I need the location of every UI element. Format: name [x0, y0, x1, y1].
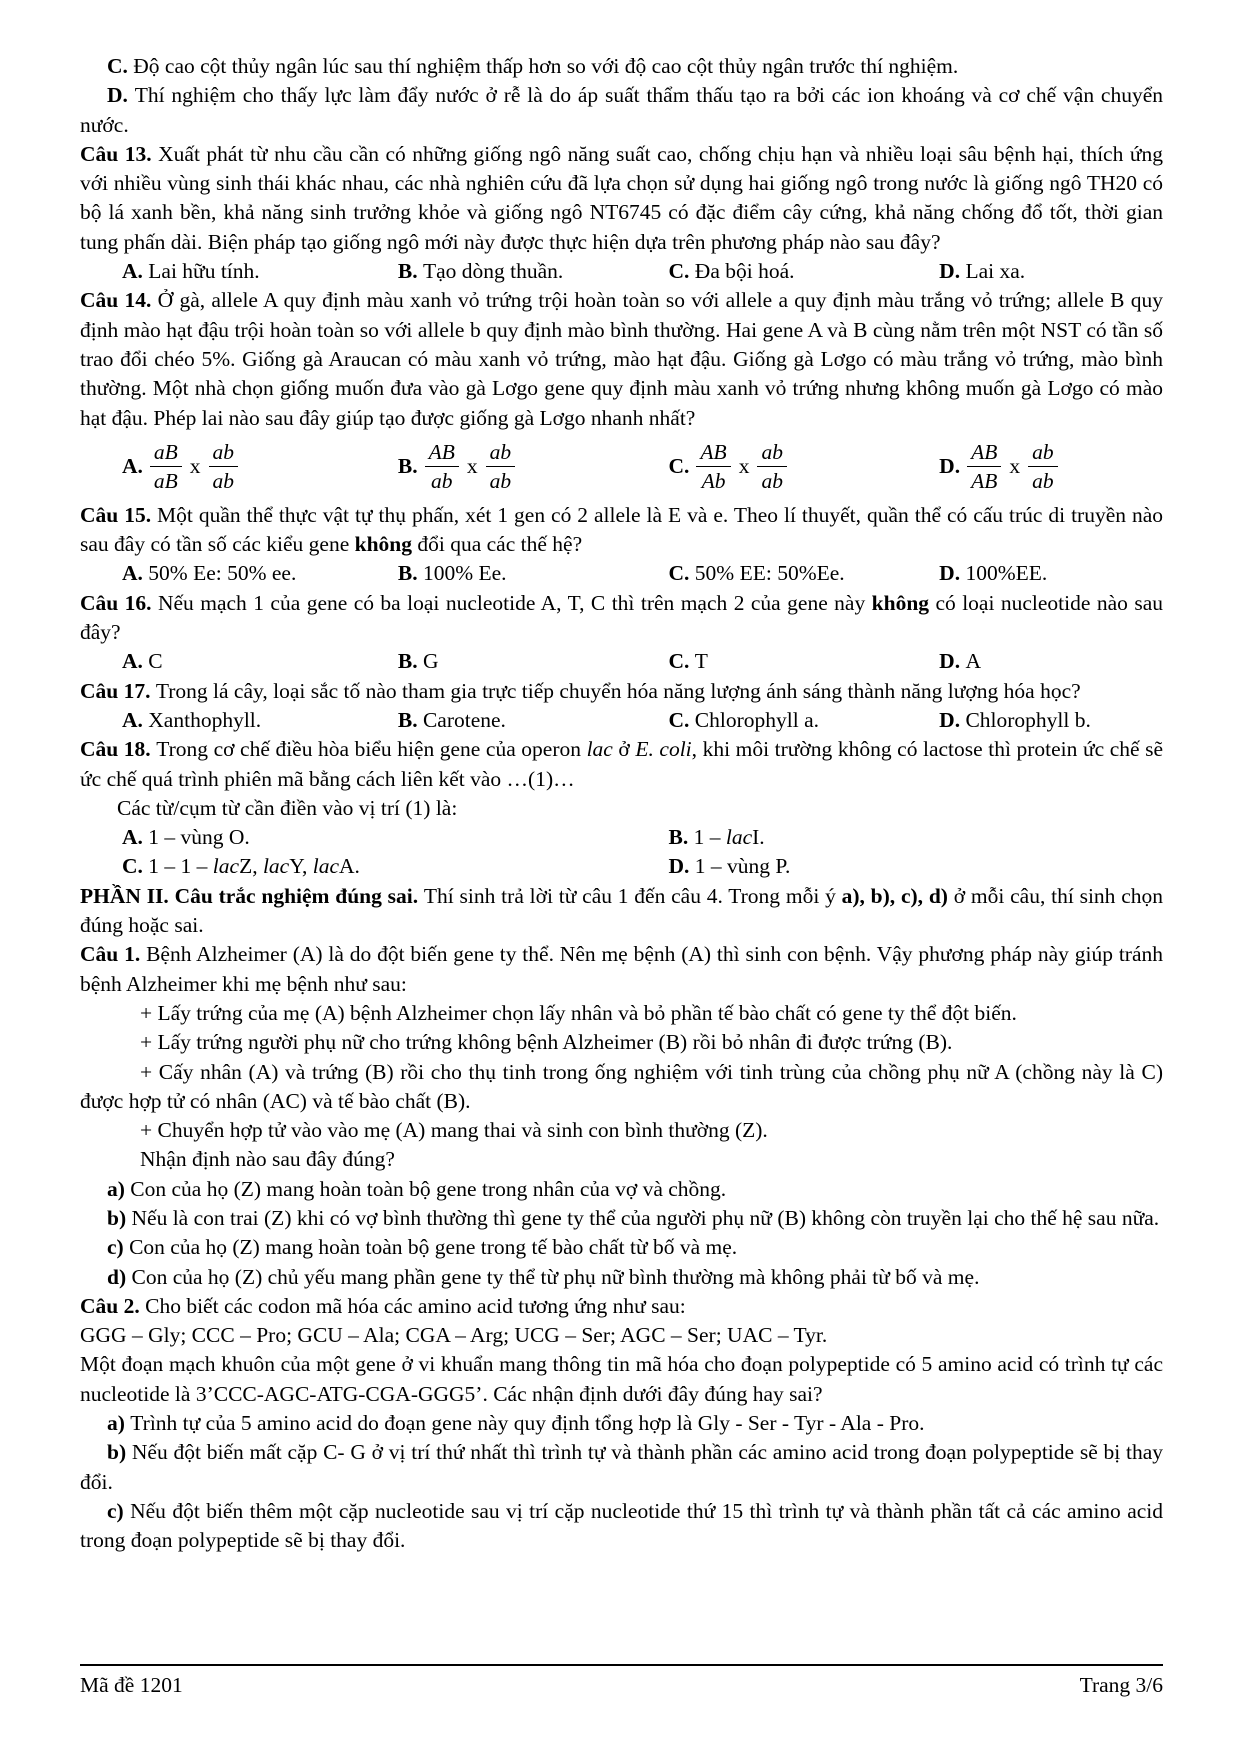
answer-option	[939, 647, 1163, 676]
answer-option	[939, 257, 1163, 286]
text-segment: D.	[939, 649, 966, 674]
fraction-numerator: ab	[757, 440, 787, 467]
text-segment: B.	[668, 825, 694, 850]
answer-option	[939, 559, 1163, 588]
answer-option	[398, 647, 669, 676]
answer-option-cross	[669, 440, 940, 493]
text-segment: Xuất phát từ nhu cầu cần có những giống ngô năng suất cao, chống chịu hạn và nhiều loại sâu bệnh hại, thích ứng với nhiều vùng sinh thái khác nhau, các nhà nghiên cứu đã lựa chọn sử dụng hai giống ngô trong nước là giống ngô TH20 có bộ lá xanh bền, khả năng sinh trưởng khỏe và giống ngô NT6745 có đặc điểm cây cứng, khả năng chống đổ tốt, thời gian tung phấn dài. Biện pháp tạo giống ngô mới này được thực hiện dựa trên phương pháp nào sau đây?	[80, 141, 1164, 254]
genotype-fraction	[150, 440, 182, 493]
answer-option	[122, 823, 669, 852]
text-segment: D.	[668, 854, 695, 879]
answer-option	[122, 257, 398, 286]
option-letter: A.	[122, 454, 143, 479]
text-segment: lac	[586, 737, 613, 762]
text-segment: lac	[312, 854, 340, 879]
text-segment: 1 –	[693, 825, 726, 850]
multiplication-sign: x	[189, 454, 201, 479]
text-segment: Nhận định nào sau đây đúng?	[140, 1147, 395, 1172]
text-segment: Câu 16.	[80, 590, 158, 615]
text-segment: c)	[107, 1235, 130, 1260]
q2-item-c	[80, 1497, 1163, 1556]
text-segment: D.	[939, 259, 966, 284]
page-footer	[80, 1664, 1163, 1700]
text-segment: A	[965, 649, 981, 674]
question-18-stem	[80, 735, 1163, 794]
text-segment: a)	[107, 1411, 131, 1436]
text-segment: Bệnh Alzheimer (A) là do đột biến gene ty thể. Nên mẹ bệnh (A) thì sinh con bệnh. Vậy phương pháp này giúp tránh bệnh Alzheimer khi mẹ bệnh như sau:	[80, 942, 1163, 996]
text-segment: Câu 2.	[80, 1293, 146, 1318]
answer-option	[122, 559, 398, 588]
text-segment: B.	[397, 649, 423, 674]
text-segment: Câu 18.	[80, 737, 157, 762]
text-segment: C.	[122, 854, 149, 879]
question-14-fraction-options	[80, 433, 1163, 501]
text-segment: không	[871, 590, 930, 615]
question-16-stem	[80, 589, 1163, 648]
option-letter: B.	[397, 454, 418, 479]
genotype-fraction	[967, 440, 1001, 493]
text-segment: A.	[122, 649, 149, 674]
text-segment: Câu 15.	[80, 502, 158, 527]
page-number: Trang 3/6	[1079, 1673, 1163, 1697]
question-18-options-row-2	[80, 852, 1163, 881]
fraction-numerator: aB	[150, 440, 182, 467]
text-segment: D.	[107, 83, 135, 108]
text-segment: ở	[612, 737, 636, 762]
text-segment: Lai xa.	[965, 259, 1026, 284]
text-segment: Cho biết các codon mã hóa các amino acid tương ứng như sau:	[145, 1293, 686, 1318]
fraction-denominator: ab	[761, 469, 783, 494]
text-segment: Nếu là con trai (Z) khi có vợ bình thường thì gene ty thể của người phụ nữ (B) không còn truyền lại cho thế hệ sau nữa.	[131, 1205, 1160, 1230]
text-segment: Nếu mạch 1 của gene có ba loại nucleotide A, T, C thì trên mạch 2 của gene này	[157, 590, 872, 615]
answer-option	[398, 559, 669, 588]
text-segment: , khi môi trường không có lactose thì protein ức chế sẽ ức chế quá trình phiên mã bằng cách liên kết vào …(1)…	[80, 737, 1164, 791]
fraction-denominator: Ab	[701, 469, 726, 494]
part-2-header	[80, 882, 1163, 941]
text-segment: 100%EE.	[965, 561, 1048, 586]
fraction-denominator: ab	[430, 469, 453, 494]
text-segment: Một quần thể thực vật tự thụ phấn, xét 1 gen có 2 allele là E và e. Theo lí thuyết, quần thể có cấu trúc di truyền nào sau đây có tần số các kiểu gene	[80, 502, 1164, 557]
text-segment: d)	[107, 1264, 132, 1289]
question-13-stem	[80, 140, 1163, 257]
text-segment: + Cấy nhân (A) và trứng (B) rồi cho thụ tinh trong ống nghiệm với tinh trùng của chồng phụ nữ A (chồng này là C) được hợp tử có nhân (AC) và tế bào chất (B).	[80, 1059, 1163, 1113]
question-17-stem	[80, 677, 1163, 706]
text-segment: T	[694, 649, 708, 674]
question-15-options	[80, 559, 1163, 588]
exam-content	[80, 52, 1163, 1556]
text-segment: A.	[339, 854, 360, 879]
multiplication-sign: x	[738, 454, 750, 479]
text-segment: không	[354, 532, 412, 557]
answer-option-c-q12	[80, 52, 1163, 81]
text-segment: Con của họ (Z) mang hoàn toàn bộ gene trong tế bào chất từ bố và mẹ.	[129, 1235, 738, 1260]
fraction-denominator: ab	[489, 469, 512, 494]
text-segment: Lai hữu tính.	[148, 259, 260, 284]
text-segment: A.	[122, 707, 149, 732]
q1-step-3	[80, 1058, 1163, 1117]
multiplication-sign: x	[466, 454, 478, 479]
text-segment: I.	[752, 825, 765, 850]
text-segment: C.	[668, 561, 695, 586]
fraction-denominator: ab	[212, 469, 235, 494]
text-segment: c)	[107, 1498, 131, 1523]
answer-option-cross	[122, 440, 398, 493]
q1-step-4	[80, 1116, 1163, 1145]
text-segment: A.	[122, 259, 149, 284]
question-18-fill-prompt	[80, 794, 1163, 823]
text-segment: Z,	[239, 854, 263, 879]
exam-code: Mã đề 1201	[80, 1673, 183, 1697]
genotype-fraction	[486, 440, 516, 493]
text-segment: B.	[397, 259, 423, 284]
genotype-fraction	[696, 440, 730, 493]
q1-item-b	[80, 1204, 1163, 1233]
question-14-stem	[80, 286, 1163, 432]
q2-body	[80, 1350, 1163, 1409]
text-segment: D.	[939, 561, 966, 586]
text-segment: lac	[725, 825, 753, 850]
text-segment: Chlorophyll b.	[965, 707, 1091, 732]
answer-option	[398, 706, 669, 735]
text-segment: E. coli	[635, 737, 692, 762]
text-segment: Câu 17.	[80, 678, 156, 703]
fraction-numerator: AB	[696, 440, 730, 467]
text-segment: A.	[122, 561, 149, 586]
q1-item-c	[80, 1233, 1163, 1262]
fraction-numerator: ab	[486, 440, 516, 467]
fraction-denominator: AB	[971, 469, 998, 494]
text-segment: 1 – 1 –	[148, 854, 213, 879]
answer-option-cross	[939, 440, 1163, 493]
question-16-options	[80, 647, 1163, 676]
text-segment: Các từ/cụm từ cần điền vào vị trí (1) là:	[117, 795, 458, 820]
answer-option	[122, 647, 398, 676]
text-segment: Câu 13.	[80, 141, 159, 166]
text-segment: Câu 14.	[80, 288, 158, 313]
text-segment: Trong cơ chế điều hòa biểu hiện gene của operon	[156, 737, 587, 762]
text-segment: GGG – Gly; CCC – Pro; GCU – Ala; CGA – Arg; UCG – Ser; AGC – Ser; UAC – Tyr.	[80, 1323, 828, 1348]
answer-option	[669, 852, 1163, 881]
q1-item-a	[80, 1175, 1163, 1204]
question-13-options	[80, 257, 1163, 286]
text-segment: B.	[397, 561, 423, 586]
part2-question-2-stem	[80, 1292, 1163, 1321]
text-segment: A.	[122, 825, 149, 850]
answer-option	[669, 823, 1163, 852]
option-letter: C.	[668, 454, 690, 479]
text-segment: Nếu đột biến thêm một cặp nucleotide sau vị trí cặp nucleotide thứ 15 thì trình tự và thành phần tất cả các amino acid trong đoạn polypeptide sẽ bị thay đổi.	[80, 1498, 1164, 1553]
text-segment: a), b), c), d)	[841, 883, 948, 908]
genotype-fraction	[1028, 440, 1058, 493]
text-segment: Nếu đột biến mất cặp C- G ở vị trí thứ nhất thì trình tự và thành phần các amino acid trong đoạn polypeptide sẽ bị thay đổi.	[80, 1440, 1163, 1494]
text-segment: Thí sinh trả lời từ câu 1 đến câu 4. Trong mỗi ý	[423, 883, 842, 908]
text-segment: Y,	[289, 854, 313, 879]
text-segment: B.	[397, 707, 423, 732]
multiplication-sign: x	[1009, 454, 1021, 479]
text-segment: Một đoạn mạch khuôn của một gene ở vi khuẩn mang thông tin mã hóa cho đoạn polypeptide có 5 amino acid có trình tự các nucleotide là 3’CCC-AGC-ATG-CGA-GGG5’. Các nhận định dưới đây đúng hay sai?	[80, 1352, 1163, 1406]
text-segment: 1 – vùng O.	[148, 825, 250, 850]
text-segment: Độ cao cột thủy ngân lúc sau thí nghiệm thấp hơn so với độ cao cột thủy ngân trước thí nghiệm.	[133, 54, 959, 78]
fraction-denominator: aB	[153, 469, 178, 494]
option-letter: D.	[939, 454, 961, 479]
answer-option-d-q12	[80, 81, 1163, 140]
text-segment: Trong lá cây, loại sắc tố nào tham gia trực tiếp chuyển hóa năng lượng ánh sáng thành năng lượng hóa học?	[155, 678, 1081, 703]
part2-question-1-stem	[80, 940, 1163, 999]
fraction-numerator: AB	[425, 440, 459, 467]
text-segment: + Lấy trứng của mẹ (A) bệnh Alzheimer chọn lấy nhân và bỏ phần tế bào chất có gene ty thể đột biến.	[140, 1000, 1017, 1025]
text-segment: + Chuyển hợp tử vào vào mẹ (A) mang thai và sinh con bình thường (Z).	[140, 1118, 768, 1143]
q2-item-a	[80, 1409, 1163, 1438]
text-segment: b)	[107, 1205, 132, 1230]
text-segment: 50% EE: 50%Ee.	[694, 561, 845, 586]
genotype-fraction	[757, 440, 787, 493]
text-segment: có loại nucleotide nào sau đây?	[80, 590, 1163, 645]
genotype-fraction	[209, 440, 239, 493]
fraction-numerator: ab	[1028, 440, 1058, 467]
answer-option	[669, 559, 940, 588]
text-segment: C.	[668, 649, 695, 674]
text-segment: D.	[939, 707, 966, 732]
text-segment: C.	[107, 54, 134, 78]
text-segment: C.	[668, 259, 695, 284]
text-segment: lac	[212, 854, 240, 879]
q1-step-2	[80, 1028, 1163, 1057]
text-segment: 100% Ee.	[422, 561, 507, 586]
text-segment: đổi qua các thế hệ?	[411, 532, 583, 557]
fraction-numerator: AB	[967, 440, 1001, 467]
text-segment: Thí nghiệm cho thấy lực làm đẩy nước ở rễ là do áp suất thẩm thấu tạo ra bởi các ion khoáng và cơ chế vận chuyển nước.	[80, 83, 1163, 137]
question-18-options-row-1	[80, 823, 1163, 852]
question-17-options	[80, 706, 1163, 735]
text-segment: Xanthophyll.	[148, 707, 262, 732]
q2-item-b	[80, 1438, 1163, 1497]
text-segment: G	[422, 649, 439, 674]
answer-option	[669, 257, 940, 286]
text-segment: Con của họ (Z) chủ yếu mang phần gene ty thể từ phụ nữ bình thường mà không phải từ bố và mẹ.	[131, 1264, 980, 1289]
text-segment: Chlorophyll a.	[694, 707, 820, 732]
q1-step-1	[80, 999, 1163, 1028]
text-segment: Ở gà, allele A quy định màu xanh vỏ trứng trội hoàn toàn so với allele a quy định màu trắng vỏ trứng; allele B quy định mào hạt đậu trội hoàn toàn so với allele b quy định mào bình thường. Hai gene A và B cùng nằm trên một NST có tần số trao đổi chéo 5%. Giống gà Araucan có màu xanh vỏ trứng, mào hạt đậu. Giống gà Lơgo có màu trắng vỏ trứng, mào bình thường. Một nhà chọn giống muốn đưa vào gà Lơgo gene quy định màu xanh vỏ trứng nhưng không muốn gà Lơgo có mào hạt đậu. Phép lai nào sau đây giúp tạo được giống gà Lơgo nhanh nhất?	[80, 288, 1164, 430]
answer-option-cross	[398, 440, 669, 493]
text-segment: Tạo dòng thuần.	[422, 259, 564, 284]
answer-option	[122, 706, 398, 735]
text-segment: Carotene.	[422, 707, 506, 732]
text-segment: 50% Ee: 50% ee.	[148, 561, 297, 586]
q1-prompt	[80, 1145, 1163, 1174]
answer-option	[398, 257, 669, 286]
fraction-numerator: ab	[209, 440, 239, 467]
q2-codon-line	[80, 1321, 1163, 1350]
text-segment: C	[148, 649, 163, 674]
text-segment: C.	[668, 707, 695, 732]
text-segment: Con của họ (Z) mang hoàn toàn bộ gene trong nhân của vợ và chồng.	[130, 1176, 727, 1201]
text-segment: Trình tự của 5 amino acid do đoạn gene này quy định tổng hợp là Gly - Ser - Tyr - Ala - Pro.	[130, 1411, 925, 1436]
text-segment: Câu 1.	[80, 942, 147, 967]
text-segment: PHẦN II. Câu trắc nghiệm đúng sai.	[80, 883, 424, 908]
q1-item-d	[80, 1263, 1163, 1292]
answer-option	[669, 647, 940, 676]
fraction-denominator: ab	[1032, 469, 1054, 494]
text-segment: + Lấy trứng người phụ nữ cho trứng không bệnh Alzheimer (B) rồi bỏ nhân đi được trứng (B).	[140, 1030, 953, 1055]
text-segment: Đa bội hoá.	[694, 259, 795, 284]
text-segment: lac	[262, 854, 290, 879]
genotype-fraction	[425, 440, 459, 493]
text-segment: a)	[107, 1176, 131, 1201]
answer-option	[669, 706, 940, 735]
answer-option	[122, 852, 669, 881]
text-segment: ở mỗi câu, thí sinh chọn đúng hoặc sai.	[80, 883, 1163, 938]
question-15-stem	[80, 501, 1163, 560]
answer-option	[939, 706, 1163, 735]
text-segment: 1 – vùng P.	[694, 854, 791, 879]
text-segment: b)	[107, 1440, 132, 1465]
